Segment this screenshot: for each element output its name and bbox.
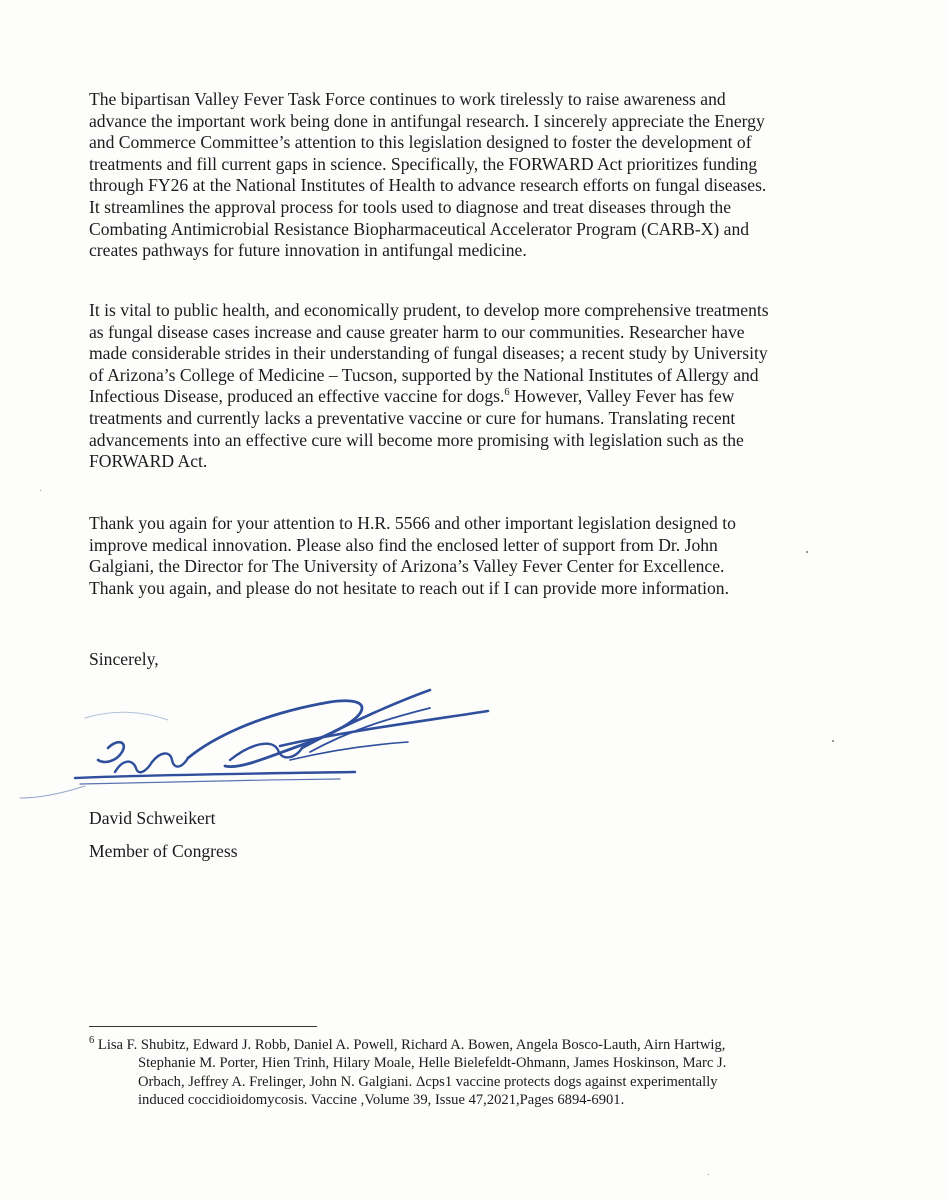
footnote-number: 6 [89,1035,95,1047]
scan-speck [832,740,834,742]
body-paragraph-3: Thank you again for your attention to H.R. 5566 and other important legislation designed to improve medical innovation. Please also find the enclosed letter of support from Dr. John Galgiani, the Director for The University of Arizona’s Valley Fever Center for Excellence. Thank you again, and please do not hesitate to reach out if I can provide more information. [89,513,736,598]
footnote-citation-start: Lisa F. Shubitz, Edward J. Robb, Daniel A. Powell, Richard A. Bowen, Angela Bosco-Lauth, Airn Hartwig, [94,1037,726,1053]
footnote-citation-continuation: Stephanie M. Porter, Hien Trinh, Hilary Moale, Helle Bielefeldt-Ohmann, James Hoskinson, Marc J. Orbach, Jeffrey A. Frelinger, John N. Galgiani. Δcps1 vaccine protects dogs against experimentally induced coccidioidomycosis. Vaccine ,Volume 39, Issue 47,2021,Pages 6894-6901. [138,1055,727,1109]
signer-title: Member of Congress [89,841,238,861]
body-paragraph-2 [89,300,879,473]
footnote-reference: 6 [504,387,510,399]
signer-name: David Schweikert [89,808,216,828]
handwritten-signature [10,680,500,810]
footnote [89,1036,849,1110]
footnote-separator [89,1026,317,1027]
closing-salutation: Sincerely, [89,649,159,669]
paragraph-2-text-a: It is vital to public health, and economically prudent, to develop more comprehensive treatments as fungal disease cases increase and cause greater harm to our communities. Researcher have made considerable strides in their understanding of fungal diseases; a recent study by University of Arizona’s College of Medicine – Tucson, supported by the National Institutes of Allergy and Infectious Disease, produced an effective vaccine for dogs. [89,300,769,407]
footnote-first-line [89,1036,849,1054]
paragraph-2-text-b: However, Valley Fever has few treatments and currently lacks a preventative vaccine or cure for humans. Translating recent advancements into an effective cure will become more promising with legislation such as the FORWARD Act. [89,386,744,472]
scan-speck [40,490,41,491]
scan-speck [806,551,808,553]
body-paragraph-1: The bipartisan Valley Fever Task Force continues to work tirelessly to raise awareness and advance the important work being done in antifungal research. I sincerely appreciate the Energy and Commerce Committee’s attention to this legislation designed to foster the development of treatments and fill current gaps in science. Specifically, the FORWARD Act prioritizes funding through FY26 at the National Institutes of Health to advance research efforts on fungal diseases. It streamlines the approval process for tools used to diagnose and treat diseases through the Combating Antimicrobial Resistance Biopharmaceutical Accelerator Program (CARB-X) and creates pathways for future innovation in antifungal medicine. [89,89,767,261]
scan-speck [708,1174,709,1175]
